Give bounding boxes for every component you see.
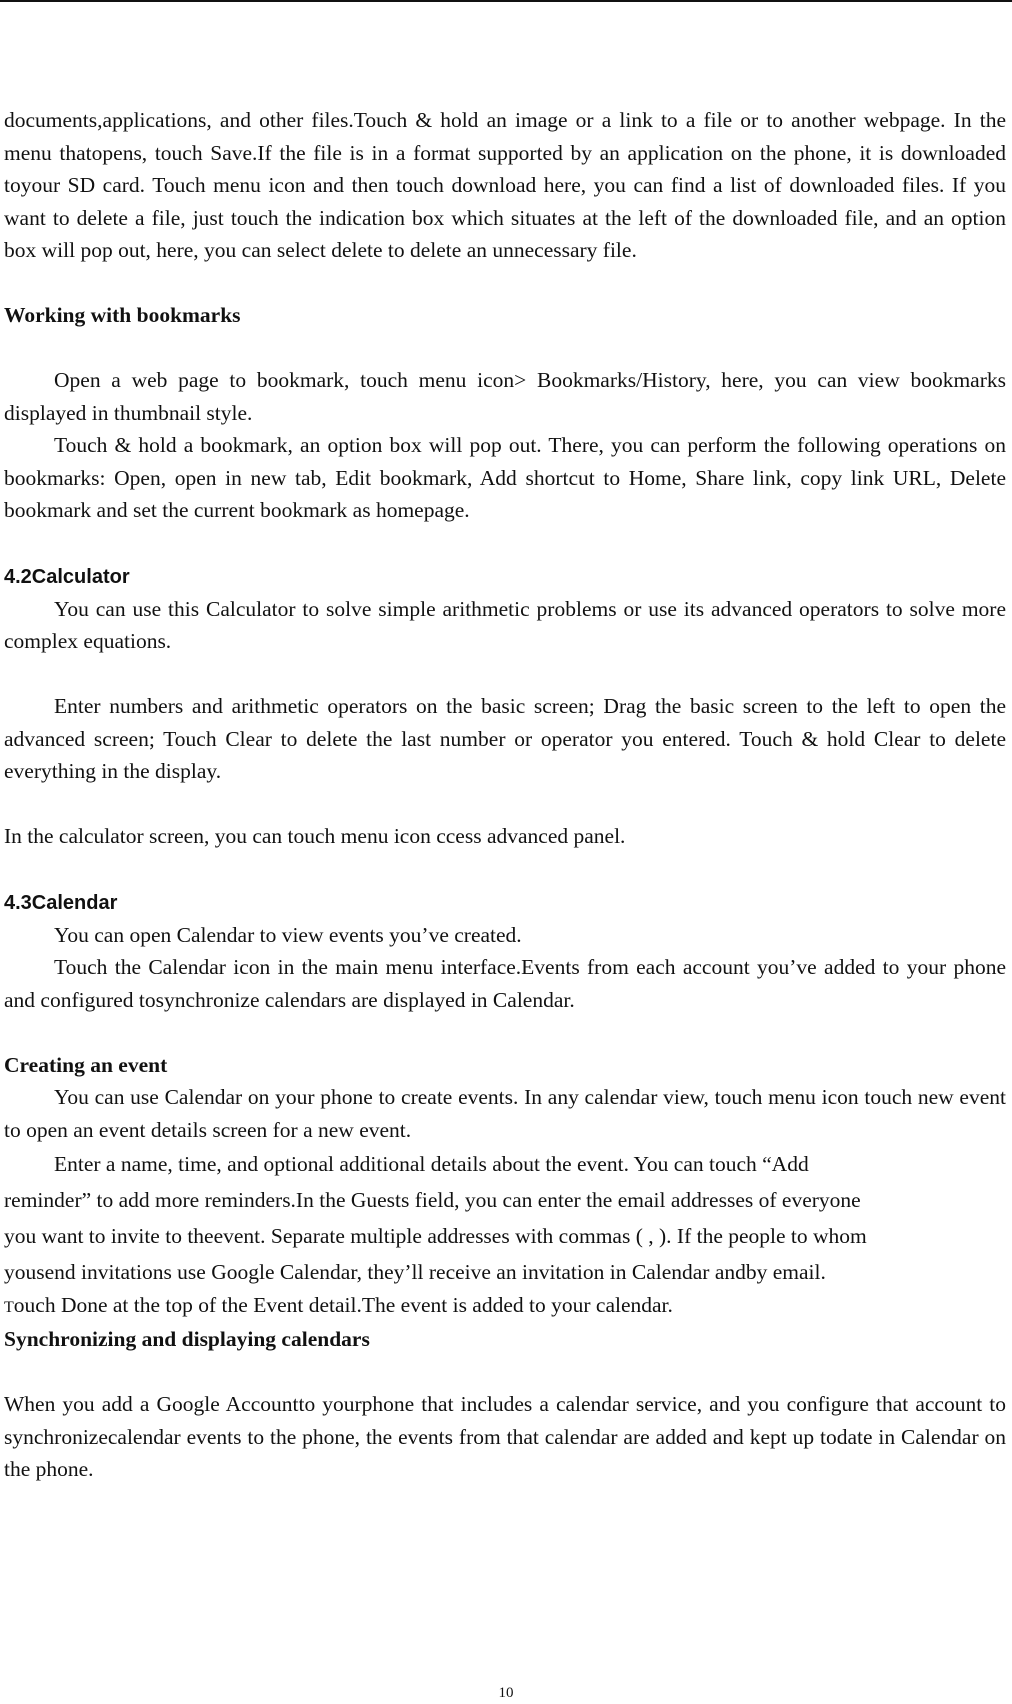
calendar-paragraph-1: You can open Calendar to view events you’ve created.: [54, 922, 522, 947]
creating-event-line-5-rest: ouch Done at the top of the Event detail.The event is added to your calendar.: [13, 1293, 673, 1317]
creating-event-line-5-first-letter: T: [4, 1299, 14, 1316]
bookmarks-paragraph-2: Touch & hold a bookmark, an option box will pop out. There, you can perform the following operations on bookmarks: Open, open in new tab, Edit bookmark, Add shortcut to Home, Share link, copy link URL, Delete bookmark and set the current bookmark as homepage.: [4, 433, 1006, 522]
intro-paragraph: documents,applications, and other files.Touch & hold an image or a link to a file or to another webpage. In the menu thatopens, touch Save.If the file is in a format supported by an application on the phone, it is downloaded toyour SD card. Touch menu icon and then touch download here, you can find a list of downloaded files. If you want to delete a file, just touch the indication box which situates at the left of the downloaded file, and an option box will pop out, here, you can select delete to delete an unnecessary file.: [4, 108, 1006, 262]
calculator-heading: 4.2Calculator: [4, 565, 130, 588]
sync-paragraph: When you add a Google Accountto yourphone that includes a calendar service, and you configure that account to synchronizecalendar events to the phone, the events from that calendar are added and kept up todate in Calendar on the phone.: [4, 1392, 1006, 1481]
creating-event-line-2: reminder” to add more reminders.In the Guests field, you can enter the email addresses of everyone: [4, 1188, 861, 1212]
calendar-heading: 4.3Calendar: [4, 891, 118, 914]
calculator-paragraph-1: You can use this Calculator to solve simple arithmetic problems or use its advanced operators to solve more complex equations.: [4, 596, 1006, 653]
creating-event-line-5: [4, 1290, 1006, 1323]
creating-event-line-1: Enter a name, time, and optional additional details about the event. You can touch “Add: [54, 1152, 809, 1176]
creating-event-heading: Creating an event: [4, 1052, 168, 1077]
calculator-paragraph-3: In the calculator screen, you can touch menu icon ccess advanced panel.: [4, 824, 626, 848]
calculator-paragraph-2: Enter numbers and arithmetic operators on the basic screen; Drag the basic screen to the left to open the advanced screen; Touch Clear to delete the last number or operator you entered. Touch & hold Clear to delete everything in the display.: [4, 694, 1006, 783]
bookmarks-paragraph-1: Open a web page to bookmark, touch menu icon> Bookmarks/History, here, you can view bookmarks displayed in thumbnail style.: [4, 368, 1006, 425]
creating-event-line-4: yousend invitations use Google Calendar, they’ll receive an invitation in Calendar andby email.: [4, 1260, 826, 1284]
header-rule: [0, 0, 1012, 2]
creating-event-paragraph-1: You can use Calendar on your phone to create events. In any calendar view, touch menu icon touch new event to open an event details screen for a new event.: [4, 1085, 1006, 1142]
page-number: 10: [498, 1685, 514, 1701]
calendar-paragraph-2: Touch the Calendar icon in the main menu interface.Events from each account you’ve added to your phone and configured tosynchronize calendars are displayed in Calendar.: [4, 955, 1006, 1012]
sync-heading: Synchronizing and displaying calendars: [4, 1327, 370, 1351]
bookmarks-heading: Working with bookmarks: [4, 303, 241, 327]
page-body: [4, 104, 1006, 1486]
creating-event-line-3: you want to invite to theevent. Separate multiple addresses with commas ( , ). If the people to whom: [4, 1224, 867, 1248]
